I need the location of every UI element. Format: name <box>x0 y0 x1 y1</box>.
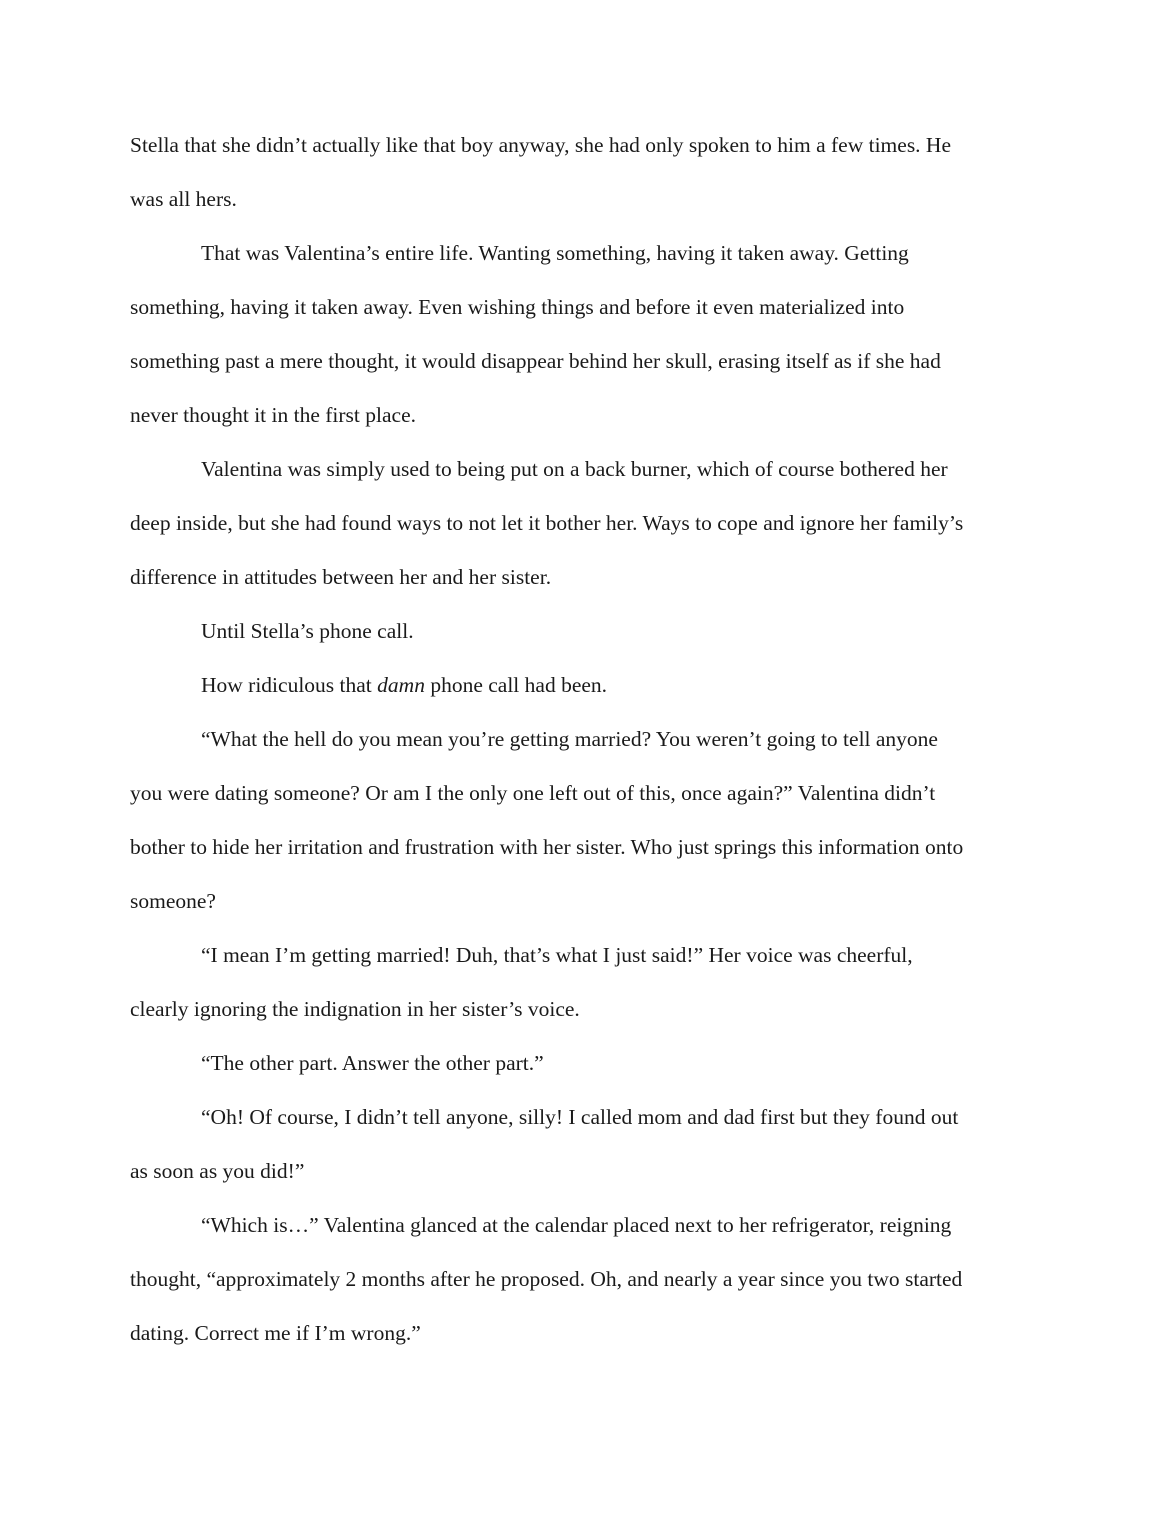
paragraph <box>130 442 1040 604</box>
text-line: That was Valentina’s entire life. Wanting something, having it taken away. Getting <box>201 241 909 265</box>
text-line: clearly ignoring the indignation in her sister’s voice. <box>130 997 580 1021</box>
paragraph <box>130 118 1040 226</box>
text-line: something past a mere thought, it would disappear behind her skull, erasing itself as if she had <box>130 349 941 373</box>
text-line: deep inside, but she had found ways to not let it bother her. Ways to cope and ignore her family’s <box>130 511 964 535</box>
text-line: “Oh! Of course, I didn’t tell anyone, silly! I called mom and dad first but they found out <box>201 1105 959 1129</box>
paragraph <box>130 658 1040 712</box>
text-line: dating. Correct me if I’m wrong.” <box>130 1321 421 1345</box>
paragraph <box>130 604 1040 658</box>
text-line: “The other part. Answer the other part.” <box>201 1051 544 1075</box>
text-line: as soon as you did!” <box>130 1159 305 1183</box>
paragraph <box>130 928 1040 1036</box>
text-line: “What the hell do you mean you’re getting married? You weren’t going to tell anyone <box>201 727 938 751</box>
text-line: thought, “approximately 2 months after he proposed. Oh, and nearly a year since you two started <box>130 1267 963 1291</box>
text-line: “I mean I’m getting married! Duh, that’s what I just said!” Her voice was cheerful, <box>201 943 913 967</box>
text-line: Until Stella’s phone call. <box>201 619 414 643</box>
text-run: How ridiculous that <box>201 673 378 697</box>
text-run: phone call had been. <box>424 673 608 697</box>
italic-emphasis: damn <box>377 673 425 697</box>
text-line <box>130 658 1040 712</box>
text-line: you were dating someone? Or am I the only one left out of this, once again?” Valentina didn’t <box>130 781 936 805</box>
text-line: was all hers. <box>130 187 237 211</box>
text-line: something, having it taken away. Even wishing things and before it even materialized into <box>130 295 905 319</box>
text-line: difference in attitudes between her and her sister. <box>130 565 552 589</box>
text-line: “Which is…” Valentina glanced at the calendar placed next to her refrigerator, reigning <box>201 1213 952 1237</box>
paragraph <box>130 1198 1040 1360</box>
paragraph <box>130 226 1040 442</box>
document-body <box>130 118 1040 1360</box>
text-line: Stella that she didn’t actually like that boy anyway, she had only spoken to him a few times. He <box>130 133 951 157</box>
paragraph <box>130 1090 1040 1198</box>
text-line: Valentina was simply used to being put on a back burner, which of course bothered her <box>201 457 948 481</box>
paragraph <box>130 712 1040 928</box>
paragraph <box>130 1036 1040 1090</box>
text-line: someone? <box>130 889 216 913</box>
text-line: never thought it in the first place. <box>130 403 416 427</box>
text-line: bother to hide her irritation and frustration with her sister. Who just springs this information onto <box>130 835 964 859</box>
